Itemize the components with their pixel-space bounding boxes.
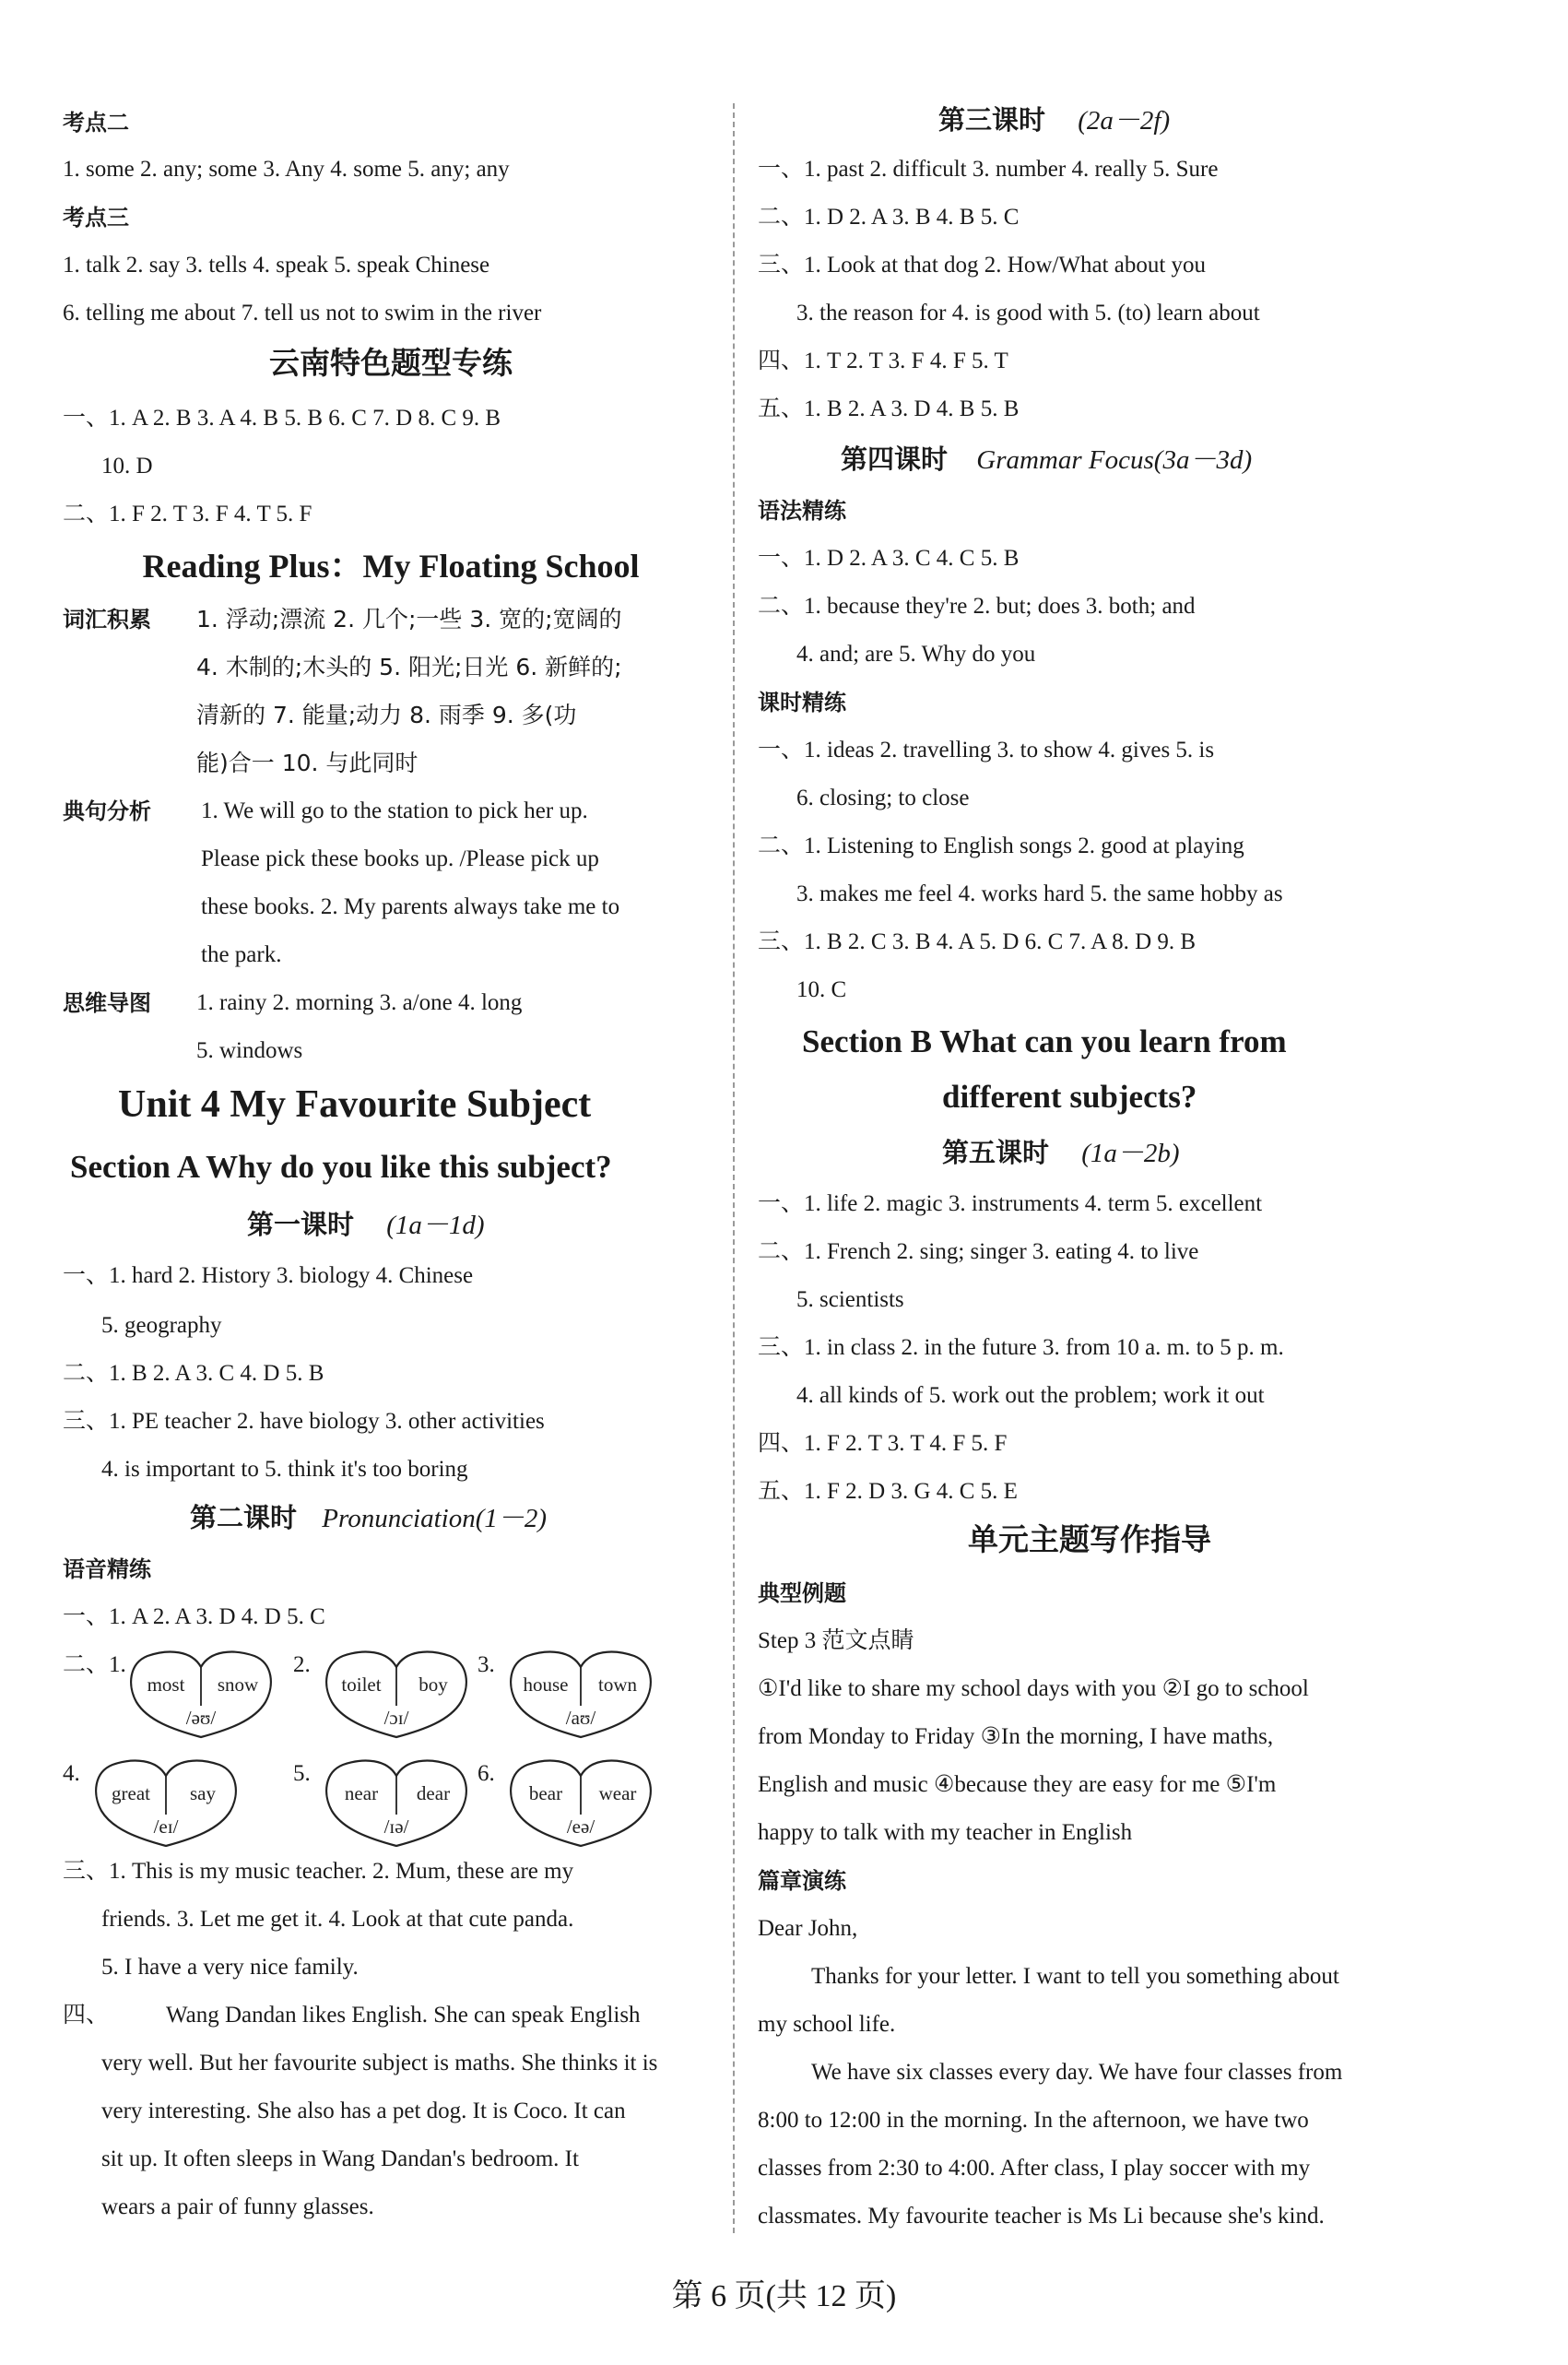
lesson4-grammar-ex2-line-2: 4. and; are 5. Why do you bbox=[796, 642, 1036, 667]
lesson4-practice-ex3-line-2: 10. C bbox=[796, 977, 847, 1002]
lesson5-ex5: 五、1. F 2. D 3. G 4. C 5. E bbox=[758, 1479, 1018, 1504]
lesson1-ex2: 二、1. B 2. A 3. C 4. D 5. B bbox=[63, 1361, 324, 1386]
section-a-title: Section A Why do you like this subject? bbox=[70, 1149, 612, 1185]
lesson5-ex4: 四、1. F 2. T 3. T 4. F 5. F bbox=[758, 1431, 1008, 1456]
lesson-practice-label: 课时精练 bbox=[758, 690, 846, 715]
word-left: toilet bbox=[341, 1673, 382, 1696]
page-footer: 第 6 页(共 12 页) bbox=[671, 2279, 897, 2313]
yunnan-section-title: 云南特色题型专练 bbox=[269, 345, 513, 381]
yunnan-answers-2: 10. D bbox=[101, 454, 153, 479]
phoneme-symbol: /əʊ/ bbox=[185, 1707, 217, 1729]
phonetics-ex1: 一、1. A 2. A 3. D 4. D 5. C bbox=[63, 1604, 325, 1629]
word-right: snow bbox=[217, 1673, 259, 1696]
lesson-3-range: (2a－2f) bbox=[1078, 106, 1171, 136]
phoneme-diagram-number: 6. bbox=[477, 1761, 495, 1786]
kaodian3-answers-1: 1. talk 2. say 3. tells 4. speak 5. speak Chinese bbox=[63, 253, 490, 278]
lesson4-grammar-ex2-line-1: 二、1. because they're 2. but; does 3. both; and bbox=[758, 594, 1196, 619]
kaodian3-heading: 考点三 bbox=[63, 205, 129, 231]
letter-line-2: my school life. bbox=[758, 2012, 896, 2037]
sentence-line-2: Please pick these books up. /Please pick up bbox=[201, 846, 599, 871]
lesson-5-label: 第五课时 bbox=[942, 1137, 1050, 1168]
kaodian2-answers: 1. some 2. any; some 3. Any 4. some 5. any; any bbox=[63, 157, 510, 182]
phoneme-diagram-number: 2. bbox=[293, 1652, 311, 1677]
word-left: bear bbox=[528, 1782, 563, 1804]
lesson3-ex5: 五、1. B 2. A 3. D 4. B 5. B bbox=[758, 396, 1020, 421]
word-right: dear bbox=[416, 1782, 451, 1804]
kaodian3-answers-2: 6. telling me about 7. tell us not to swim in the river bbox=[63, 301, 542, 325]
phonetics-ex4-line-1: Wang Dandan likes English. She can speak English bbox=[166, 2003, 641, 2028]
letter-line-4: 8:00 to 12:00 in the morning. In the afternoon, we have two bbox=[758, 2108, 1309, 2133]
word-right: town bbox=[598, 1673, 637, 1696]
lesson-4-heading bbox=[841, 443, 1252, 477]
word-left: near bbox=[344, 1782, 379, 1804]
lesson4-practice-ex1-line-1: 一、1. ideas 2. travelling 3. to show 4. gives 5. is bbox=[758, 738, 1215, 763]
typical-example-label: 典型例题 bbox=[758, 1580, 846, 1606]
heart-diagram-icon bbox=[323, 1757, 470, 1850]
letter-line-5: classes from 2:30 to 4:00. After class, I play soccer with my bbox=[758, 2156, 1311, 2181]
lesson-2-label: 第二课时 bbox=[190, 1502, 298, 1533]
word-right: say bbox=[190, 1782, 216, 1804]
vocab-line-4: 能)合一 10. 与此同时 bbox=[196, 750, 419, 776]
lesson4-practice-ex1-line-2: 6. closing; to close bbox=[796, 786, 970, 810]
step3-label: Step 3 范文点睛 bbox=[758, 1628, 914, 1653]
grammar-label: 语法精练 bbox=[758, 498, 846, 524]
phonetics-ex2-label: 二、1. bbox=[63, 1652, 126, 1677]
lesson1-ex1-line-2: 5. geography bbox=[101, 1313, 222, 1338]
lesson-2-range: Pronunciation(1－2) bbox=[322, 1504, 548, 1533]
phonetics-label: 语音精练 bbox=[63, 1556, 151, 1582]
heart-diagram-icon bbox=[507, 1649, 654, 1741]
phonetics-ex4-line-4: sit up. It often sleeps in Wang Dandan's bedroom. It bbox=[101, 2146, 579, 2171]
mindmap-line-1: 1. rainy 2. morning 3. a/one 4. long bbox=[196, 990, 523, 1015]
vocab-line-2: 4. 木制的;木头的 5. 阳光;日光 6. 新鲜的; bbox=[196, 654, 622, 680]
lesson-1-range: (1a－1d) bbox=[386, 1211, 485, 1240]
phoneme-symbol: /ɔɪ/ bbox=[383, 1707, 409, 1729]
sentence-line-3: these books. 2. My parents always take me to bbox=[201, 894, 620, 919]
lesson-1-label: 第一课时 bbox=[247, 1209, 355, 1240]
writing-sample-line-4: happy to talk with my teacher in English bbox=[758, 1820, 1133, 1845]
phonetics-ex3-line-1: 三、1. This is my music teacher. 2. Mum, these are my bbox=[63, 1859, 574, 1884]
sentence-line-1: 1. We will go to the station to pick her up. bbox=[201, 798, 588, 823]
heart-diagram-icon bbox=[92, 1757, 240, 1850]
writing-sample-line-3: English and music ④because they are easy for me ⑤I'm bbox=[758, 1772, 1277, 1797]
phoneme-diagram-number: 4. bbox=[63, 1761, 80, 1786]
phoneme-symbol: /eɪ/ bbox=[153, 1815, 179, 1838]
lesson3-ex4: 四、1. T 2. T 3. F 4. F 5. T bbox=[758, 349, 1008, 373]
word-right: boy bbox=[419, 1673, 448, 1696]
sentence-analysis-label: 典句分析 bbox=[63, 798, 151, 824]
vocab-line-3: 清新的 7. 能量;动力 8. 雨季 9. 多(功 bbox=[196, 702, 577, 728]
lesson-4-range: Grammar Focus(3a－3d) bbox=[976, 445, 1253, 475]
phonetics-ex4-label: 四、 bbox=[63, 2003, 110, 2028]
mindmap-line-2: 5. windows bbox=[196, 1038, 303, 1063]
lesson1-ex3-line-2: 4. is important to 5. think it's too boring bbox=[101, 1457, 468, 1482]
lesson5-ex2-line-1: 二、1. French 2. sing; singer 3. eating 4. to live bbox=[758, 1239, 1199, 1264]
lesson-2-heading bbox=[190, 1501, 547, 1535]
yunnan-answers-1: 一、1. A 2. B 3. A 4. B 5. B 6. C 7. D 8. C 9. B bbox=[63, 406, 501, 431]
lesson4-grammar-ex1: 一、1. D 2. A 3. C 4. C 5. B bbox=[758, 546, 1020, 571]
lesson3-ex2: 二、1. D 2. A 3. B 4. B 5. C bbox=[758, 205, 1020, 230]
lesson1-ex1-line-1: 一、1. hard 2. History 3. biology 4. Chinese bbox=[63, 1263, 474, 1288]
lesson5-ex2-line-2: 5. scientists bbox=[796, 1287, 904, 1312]
heart-diagram-icon bbox=[323, 1649, 470, 1741]
lesson3-ex3-line-2: 3. the reason for 4. is good with 5. (to) learn about bbox=[796, 301, 1260, 325]
phonetics-ex4-line-5: wears a pair of funny glasses. bbox=[101, 2194, 374, 2219]
lesson5-ex3-line-2: 4. all kinds of 5. work out the problem; work it out bbox=[796, 1383, 1265, 1408]
lesson5-ex1: 一、1. life 2. magic 3. instruments 4. term 5. excellent bbox=[758, 1191, 1263, 1216]
heart-diagram-icon bbox=[127, 1649, 275, 1741]
reading-plus-title: Reading Plus：My Floating School bbox=[142, 548, 640, 585]
phoneme-diagram-number: 3. bbox=[477, 1652, 495, 1677]
passage-practice-label: 篇章演练 bbox=[758, 1868, 846, 1894]
lesson3-ex3-line-1: 三、1. Look at that dog 2. How/What about you bbox=[758, 253, 1207, 278]
lesson3-ex1: 一、1. past 2. difficult 3. number 4. really 5. Sure bbox=[758, 157, 1219, 182]
lesson-3-heading bbox=[938, 103, 1170, 137]
yunnan-answers-3: 二、1. F 2. T 3. F 4. T 5. F bbox=[63, 502, 312, 526]
lesson-1-heading bbox=[247, 1208, 485, 1242]
lesson4-practice-ex2-line-1: 二、1. Listening to English songs 2. good at playing bbox=[758, 834, 1244, 858]
writing-sample-line-2: from Monday to Friday ③In the morning, I have maths, bbox=[758, 1724, 1274, 1749]
column-divider bbox=[733, 103, 735, 2233]
phonetics-ex3-line-3: 5. I have a very nice family. bbox=[101, 1955, 359, 1980]
word-left: house bbox=[523, 1673, 569, 1696]
phoneme-symbol: /eə/ bbox=[566, 1815, 595, 1838]
lesson-4-label: 第四课时 bbox=[841, 443, 949, 475]
kaodian2-heading: 考点二 bbox=[63, 110, 129, 136]
word-left: most bbox=[147, 1673, 185, 1696]
heart-diagram-icon bbox=[507, 1757, 654, 1850]
vocab-line-1: 1. 浮动;漂流 2. 几个;一些 3. 宽的;宽阔的 bbox=[196, 606, 622, 633]
letter-line-3: We have six classes every day. We have four classes from bbox=[811, 2060, 1343, 2085]
phoneme-diagram-number: 5. bbox=[293, 1761, 311, 1786]
vocab-label: 词汇积累 bbox=[63, 607, 151, 633]
phonetics-ex4-line-2: very well. But her favourite subject is maths. She thinks it is bbox=[101, 2051, 658, 2075]
letter-line-1: Thanks for your letter. I want to tell you something about bbox=[811, 1964, 1339, 1989]
lesson-5-heading bbox=[942, 1136, 1180, 1170]
writing-sample-line-1: ①I'd like to share my school days with you ②I go to school bbox=[758, 1676, 1309, 1701]
word-right: wear bbox=[598, 1782, 637, 1804]
lesson1-ex3-line-1: 三、1. PE teacher 2. have biology 3. other activities bbox=[63, 1409, 545, 1434]
unit-title: Unit 4 My Favourite Subject bbox=[118, 1083, 592, 1126]
lesson-5-range: (1a－2b) bbox=[1081, 1139, 1180, 1168]
section-b-title-line-2: different subjects? bbox=[942, 1079, 1197, 1115]
letter-line-6: classmates. My favourite teacher is Ms Li because she's kind. bbox=[758, 2204, 1325, 2229]
lesson4-practice-ex2-line-2: 3. makes me feel 4. works hard 5. the same hobby as bbox=[796, 881, 1283, 906]
lesson4-practice-ex3-line-1: 三、1. B 2. C 3. B 4. A 5. D 6. C 7. A 8. D 9. B bbox=[758, 929, 1197, 954]
phoneme-symbol: /ɪə/ bbox=[383, 1815, 409, 1838]
word-left: great bbox=[112, 1782, 150, 1804]
phoneme-symbol: /aʊ/ bbox=[565, 1707, 596, 1729]
lesson5-ex3-line-1: 三、1. in class 2. in the future 3. from 10 a. m. to 5 p. m. bbox=[758, 1335, 1284, 1360]
sentence-line-4: the park. bbox=[201, 942, 282, 967]
phonetics-ex3-line-2: friends. 3. Let me get it. 4. Look at that cute panda. bbox=[101, 1907, 574, 1932]
lesson-3-label: 第三课时 bbox=[938, 104, 1046, 136]
mindmap-label: 思维导图 bbox=[63, 990, 151, 1016]
writing-guide-title: 单元主题写作指导 bbox=[968, 1521, 1211, 1557]
phonetics-ex4-line-3: very interesting. She also has a pet dog. It is Coco. It can bbox=[101, 2099, 626, 2123]
section-b-title-line-1: Section B What can you learn from bbox=[802, 1023, 1287, 1059]
letter-greeting: Dear John, bbox=[758, 1916, 858, 1941]
